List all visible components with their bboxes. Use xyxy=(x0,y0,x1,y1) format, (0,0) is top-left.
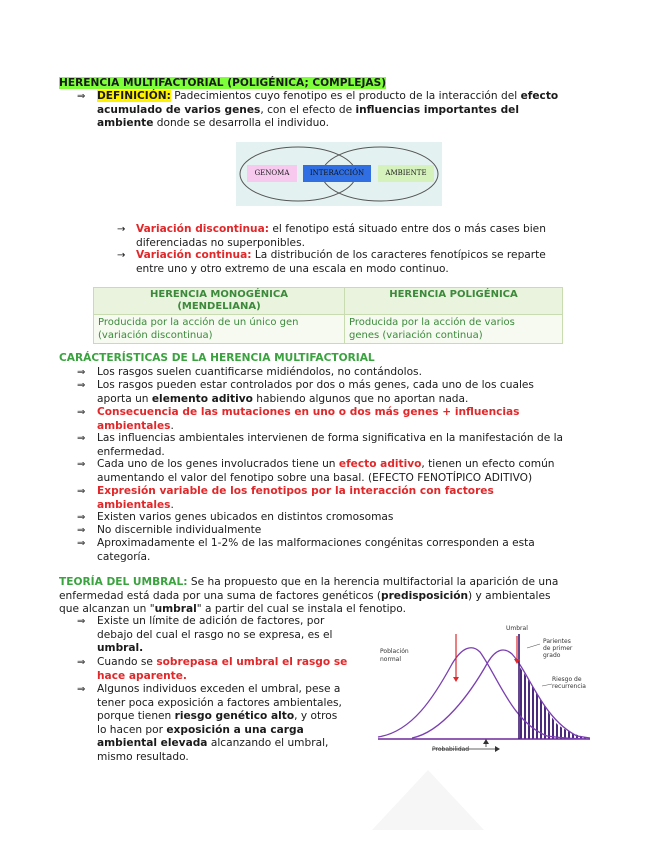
table-cell-monogenica: Producida por la acción de un único gen (variación discontinua) xyxy=(94,315,345,344)
list-item: Cada uno de los genes involucrados tiene un efecto aditivo, tienen un efecto común aumentando el valor del fenotipo sobre una basal. (EFECTO FENOTÍPICO ADITIVO) xyxy=(97,458,555,484)
list-item: Cuando se sobrepasa el umbral el rasgo se hace aparente. xyxy=(97,656,348,682)
graph-label-probabilidad: Probabilidad xyxy=(432,746,470,753)
list-item: Algunos individuos exceden el umbral, pese a tener poca exposición a factores ambientales, porque tienen riesgo genético alto, y otros lo hacen por exposición a una carga ambiental elevada alcanzando el umbral, mismo resultado. xyxy=(97,683,342,763)
table-cell-poligenica: Producida por la acción de varios genes (variación continua) xyxy=(345,315,563,344)
bullet-arrow: ⇒ xyxy=(77,459,86,470)
bullet-arrow: ⇒ xyxy=(77,657,86,668)
page-title: HERENCIA MULTIFACTORIAL (POLIGÉNICA; COMPLEJAS) xyxy=(59,77,387,89)
graph-label-riesgo: Riesgo de recurrencia xyxy=(552,676,586,690)
venn-diagram xyxy=(236,142,442,206)
variation-discontinua: Variación discontinua: el fenotipo está situado entre dos o más cases bien diferenciadas no superponibles. xyxy=(136,223,546,249)
definition: DEFINICIÓN: Padecimientos cuyo fenotipo es el producto de la interacción del efecto acumulado de varios genes, con el efecto de influencias importantes del ambiente donde se desarrolla el individuo. xyxy=(97,90,559,129)
list-item: Las influencias ambientales intervienen de forma significativa en la manifestación de la enfermedad. xyxy=(97,432,564,458)
graph-label-parientes: Parientes de primer grado xyxy=(543,638,573,659)
bullet-arrow: ⇒ xyxy=(77,91,86,102)
list-item: Aproximadamente el 1-2% de las malformaciones congénitas corresponden a esta categoría. xyxy=(97,537,535,563)
threshold-graph xyxy=(372,622,594,758)
venn-genoma-label: GENOMA xyxy=(254,169,290,177)
bullet-arrow: ⇒ xyxy=(77,512,86,523)
threshold-paragraph: TEORÍA DEL UMBRAL: Se ha propuesto que en la herencia multifactorial la aparición de una enfermedad está dada por una suma de factores genéticos (predisposición) y ambientales que alcanzan un "umbral" a partir del cual se instala el fenotipo. xyxy=(59,576,559,615)
bullet-arrow: ⇒ xyxy=(77,616,86,627)
bullet-arrow: ⇒ xyxy=(77,367,86,378)
variation-continua: Variación continua: La distribución de los caracteres fenotípicos se reparte entre uno y otro extremo de una escala en modo continuo. xyxy=(136,249,546,275)
bullet-arrow: ⇒ xyxy=(77,525,86,536)
watermark-shape xyxy=(372,770,484,830)
table-header-poligenica: HERENCIA POLIGÉNICA xyxy=(345,288,563,315)
list-item: Expresión variable de los fenotipos por la interacción con factores ambientales. xyxy=(97,485,494,511)
bullet-arrow: ⇒ xyxy=(77,407,86,418)
graph-label-poblacion: Población normal xyxy=(380,648,409,663)
list-item: Los rasgos pueden estar controlados por dos o más genes, cada uno de los cuales aporta un elemento aditivo habiendo algunos que no aportan nada. xyxy=(97,379,534,405)
list-item: No discernible individualmente xyxy=(97,524,262,536)
list-item: Los rasgos suelen cuantificarse midiéndolos, no contándolos. xyxy=(97,366,422,378)
characteristics-heading: CARÁCTERÍSTICAS DE LA HERENCIA MULTIFACTORIAL xyxy=(59,352,375,364)
list-item: Existen varios genes ubicados en distintos cromosomas xyxy=(97,511,394,523)
graph-label-umbral: Umbral xyxy=(506,625,528,632)
table-header-monogenica: HERENCIA MONOGÉNICA (MENDELIANA) xyxy=(94,288,345,315)
venn-ambiente-label: AMBIENTE xyxy=(385,169,427,177)
list-item: Consecuencia de las mutaciones en uno o dos más genes + influencias ambientales. xyxy=(97,406,520,432)
table-row xyxy=(94,315,563,344)
comparison-table xyxy=(93,287,563,344)
table-header-row xyxy=(94,288,563,315)
bullet-arrow: → xyxy=(117,250,126,261)
venn-interaccion-label: INTERACCIÓN xyxy=(309,169,365,177)
bullet-arrow: → xyxy=(117,224,126,235)
bullet-arrow: ⇒ xyxy=(77,486,86,497)
bullet-arrow: ⇒ xyxy=(77,684,86,695)
bullet-arrow: ⇒ xyxy=(77,380,86,391)
list-item: Existe un límite de adición de factores, por debajo del cual el rasgo no se expresa, es el umbral. xyxy=(97,615,333,654)
bullet-arrow: ⇒ xyxy=(77,433,86,444)
bullet-arrow: ⇒ xyxy=(77,538,86,549)
